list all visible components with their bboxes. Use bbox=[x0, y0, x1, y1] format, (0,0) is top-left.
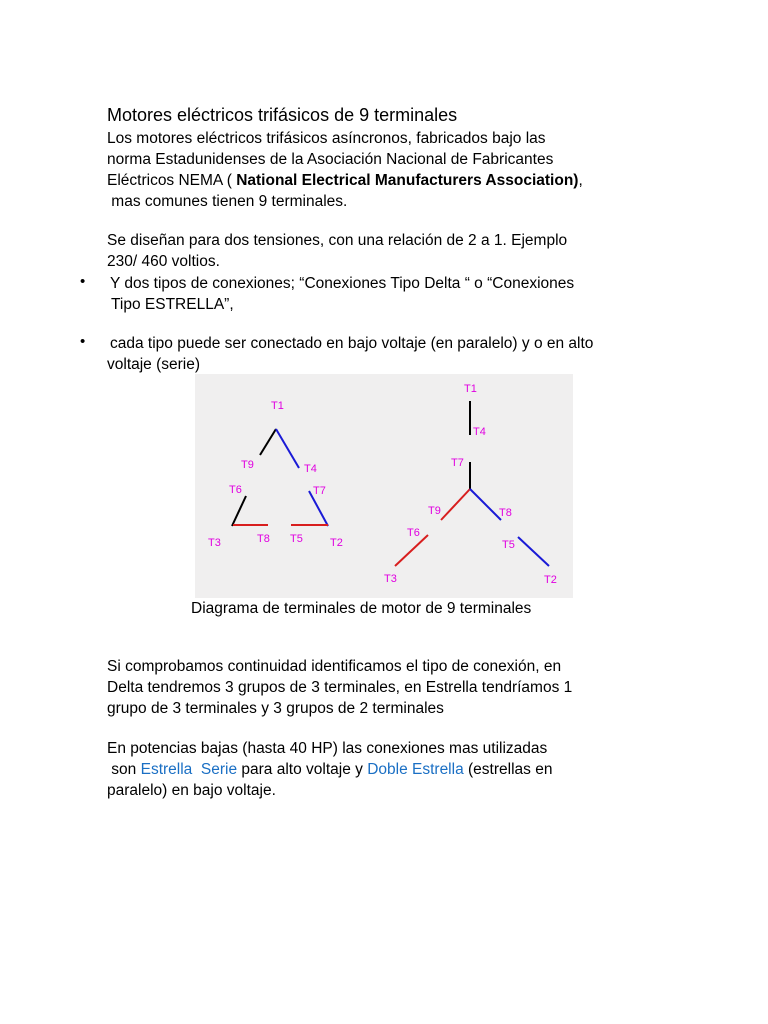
star-label-t5: T5 bbox=[502, 539, 515, 551]
star-label-t7: T7 bbox=[451, 457, 464, 469]
delta-label-t1: T1 bbox=[271, 400, 284, 412]
low-power-line-2-prefix: son bbox=[107, 761, 141, 778]
star-label-t1: T1 bbox=[464, 383, 477, 395]
intro-line-3 bbox=[107, 170, 583, 191]
page-title: Motores eléctricos trifásicos de 9 terminales bbox=[107, 105, 458, 125]
delta-label-t3: T3 bbox=[208, 537, 221, 549]
bullet-1-line-1: Y dos tipos de conexiones; “Conexiones Tipo Delta “ o “Conexiones bbox=[110, 275, 575, 292]
intro-line-2: norma Estadunidenses de la Asociación Nacional de Fabricantes bbox=[107, 151, 554, 168]
star-line-center-t9 bbox=[441, 489, 470, 520]
low-power-line-2-suffix: (estrellas en bbox=[463, 761, 553, 778]
delta-line-t6-t3 bbox=[232, 496, 246, 526]
intro-line-3-prefix: Eléctricos NEMA ( bbox=[107, 172, 237, 189]
delta-diagram bbox=[208, 400, 343, 549]
star-label-t2: T2 bbox=[544, 574, 557, 586]
delta-label-t5: T5 bbox=[290, 533, 303, 545]
delta-label-t7: T7 bbox=[313, 485, 326, 497]
star-label-t6: T6 bbox=[407, 527, 420, 539]
delta-label-t2: T2 bbox=[330, 537, 343, 549]
star-line-t5-t2 bbox=[518, 537, 549, 566]
nema-full-name: National Electrical Manufacturers Association) bbox=[236, 172, 579, 189]
star-label-t4: T4 bbox=[473, 426, 486, 438]
tensions-line-1: Se diseñan para dos tensiones, con una relación de 2 a 1. Ejemplo bbox=[107, 232, 568, 249]
continuity-line-2: Delta tendremos 3 grupos de 3 terminales, en Estrella tendríamos 1 bbox=[107, 679, 573, 696]
low-power-line-2 bbox=[107, 759, 552, 780]
star-label-t9: T9 bbox=[428, 505, 441, 517]
delta-label-t4: T4 bbox=[304, 463, 317, 475]
low-power-line-1: En potencias bajas (hasta 40 HP) las conexiones mas utilizadas bbox=[107, 740, 548, 757]
terminal-diagram-figure bbox=[195, 374, 573, 598]
intro-line-4: mas comunes tienen 9 terminales. bbox=[107, 193, 348, 210]
delta-label-t8: T8 bbox=[257, 533, 270, 545]
delta-line-t1-t9 bbox=[260, 429, 276, 455]
star-label-t3: T3 bbox=[384, 573, 397, 585]
figure-caption: Diagrama de terminales de motor de 9 terminales bbox=[191, 600, 532, 617]
continuity-line-1: Si comprobamos continuidad identificamos el tipo de conexión, en bbox=[107, 658, 562, 675]
bullet-2-line-1: cada tipo puede ser conectado en bajo voltaje (en paralelo) y o en alto bbox=[110, 335, 594, 352]
intro-line-3-suffix: , bbox=[578, 172, 583, 189]
bullet-marker-2: • bbox=[80, 333, 86, 350]
doble-estrella-link[interactable]: Doble Estrella bbox=[367, 761, 464, 778]
star-label-t8: T8 bbox=[499, 507, 512, 519]
continuity-line-3: grupo de 3 terminales y 3 grupos de 2 terminales bbox=[107, 700, 444, 717]
bullet-2-line-2: voltaje (serie) bbox=[107, 356, 201, 373]
bullet-marker-1: • bbox=[80, 273, 86, 290]
star-line-t6-t3 bbox=[395, 535, 428, 566]
star-diagram bbox=[384, 383, 557, 586]
low-power-line-2-mid: para alto voltaje y bbox=[237, 761, 368, 778]
intro-line-1: Los motores eléctricos trifásicos asíncronos, fabricados bajo las bbox=[107, 130, 546, 147]
delta-label-t6: T6 bbox=[229, 484, 242, 496]
low-power-line-3: paralelo) en bajo voltaje. bbox=[107, 782, 276, 799]
bullet-1-line-2: Tipo ESTRELLA”, bbox=[107, 296, 234, 313]
star-line-center-t8 bbox=[470, 489, 501, 520]
terminal-diagram-svg bbox=[195, 374, 573, 598]
tensions-line-2: 230/ 460 voltios. bbox=[107, 253, 220, 270]
delta-line-t1-t4 bbox=[276, 429, 299, 468]
estrella-serie-link[interactable]: Estrella Serie bbox=[140, 761, 238, 778]
delta-label-t9: T9 bbox=[241, 459, 254, 471]
